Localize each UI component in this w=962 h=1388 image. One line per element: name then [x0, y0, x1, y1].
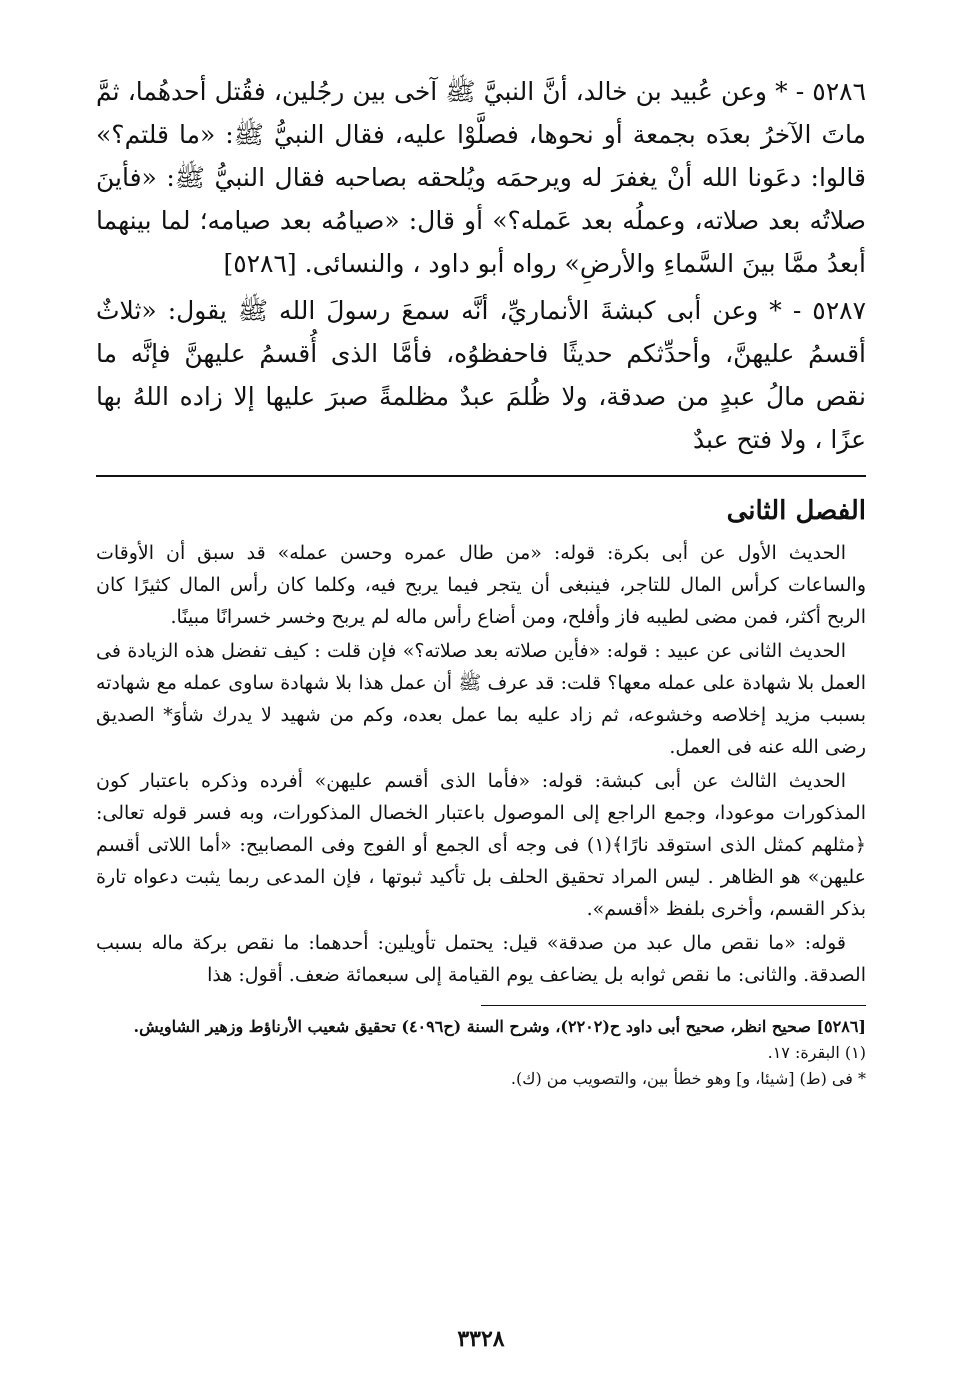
footnote-1: (١) البقرة: ١٧. [767, 1043, 866, 1062]
hadith-5287: ٥٢٨٧ - * وعن أبى كبشةَ الأنماريِّ، أنَّه سمعَ رسولَ الله ﷺ يقول: «ثلاثٌ أقسمُ عليهنَّ، وأحدِّثكم حديثًا فاحفظوُه، فأمَّا الذى أُقسمُ عليهنَّ فإنَّه ما نقص مالُ عبدٍ من صدقة، ولا ظُلمَ عبدٌ مظلمةً صبرَ عليها إلا زاده اللهُ بها عزًا ، ولا فتح عبدٌ [96, 296, 866, 454]
document-page [96, 70, 866, 1348]
footnote-reference: [٥٢٨٦] صحيح انظر، صحيح أبى داود ح(٢٢٠٢)، وشرح السنة (ح٤٠٩٦) تحقيق شعيب الأرناؤط وزهير الشاويش. [133, 1017, 866, 1036]
footnote-asterisk: * فى (ط) [شيئا، و] وهو خطأ بين، والتصويب من (ك). [510, 1069, 866, 1088]
commentary-paragraph-4: قوله: «ما نقص مال عبد من صدقة» قيل: يحتمل تأويلين: أحدهما: ما نقص بركة ماله بسبب الصدقة. والثانى: ما نقص ثوابه بل يضاعف يوم القيامة إلى سبعمائة ضعف. أقول: هذا [96, 932, 866, 986]
commentary [96, 537, 866, 991]
footnote-divider [481, 1005, 866, 1006]
hadith-text [96, 70, 866, 461]
hadith-5286: ٥٢٨٦ - * وعن عُبيد بن خالد، أنَّ النبيَّ ﷺ آخى بين رجُلين، فقُتل أحدهُما، ثمَّ ماتَ الآخرُ بعدَه بجمعة أو نحوها، فصلَّوْا عليه، فقال النبيُّ ﷺ: «ما قلتم؟» قالوا: دعَونا الله أنْ يغفرَ له ويرحمَه ويُلحقه بصاحبه فقال النبيُّ ﷺ: «فأينَ صلاتُه بعد صلاته، وعملُه بعد عَمله؟» أو قال: «صيامُه بعد صيامه؛ لما بينهما أبعدُ ممَّا بينَ السَّماءِ والأرضِ» رواه أبو داود ، والنسائى. [٥٢٨٦] [96, 77, 866, 278]
commentary-paragraph-2: الحديث الثانى عن عبيد : قوله: «فأين صلاته بعد صلاته؟» فإن قلت : كيف تفضل هذه الزيادة فى العمل بلا شهادة على عمله معها؟ قلت: قد عرف ﷺ أن عمل هذا بلا شهادة ساوى عمله مع شهادته بسبب مزيد إخلاصه وخشوعه، ثم زاد عليه بما عمل بعده، وكم من شهيد لا يدرك شأوَ* الصديق رضى الله عنه فى العمل. [96, 640, 866, 758]
page-number: ٣٣٢٨ [457, 1326, 505, 1352]
commentary-paragraph-1: الحديث الأول عن أبى بكرة: قوله: «من طال عمره وحسن عمله» قد سبق أن الأوقات والساعات كرأس المال للتاجر، فينبغى أن يتجر فيما يربح فيه، وكلما كان رأس المال كثيرًا كان الربح أكثر، فمن مضى لطيبه فاز وأفلح، ومن أضاع رأس ماله لم يربح وخسر خسرانًا مبينًا. [96, 542, 866, 628]
footnotes [96, 1014, 866, 1092]
section-title: الفصل الثانى [726, 496, 866, 526]
commentary-paragraph-3: الحديث الثالث عن أبى كبشة: قوله: «فأما الذى أقسم عليهن» أفرده وذكره باعتبار كون المذكورات موعودا، وجمع الراجع إلى الموصول باعتبار الخصال المذكورات، وبه فسر قوله تعالى: ﴿مثلهم كمثل الذى استوقد نارًا﴾(١) فى وجه أى الجمع أو الفوج وفى المصابيح: «أما اللاتى أقسم عليهن» هو الظاهر . ليس المراد تحقيق الحلف بل تأكيد ثبوتها ، فإن المدعى ربما يثبت دعواه تارة بذكر القسم، وأخرى بلفظ «أقسم». [96, 770, 867, 920]
section-divider [96, 475, 866, 477]
